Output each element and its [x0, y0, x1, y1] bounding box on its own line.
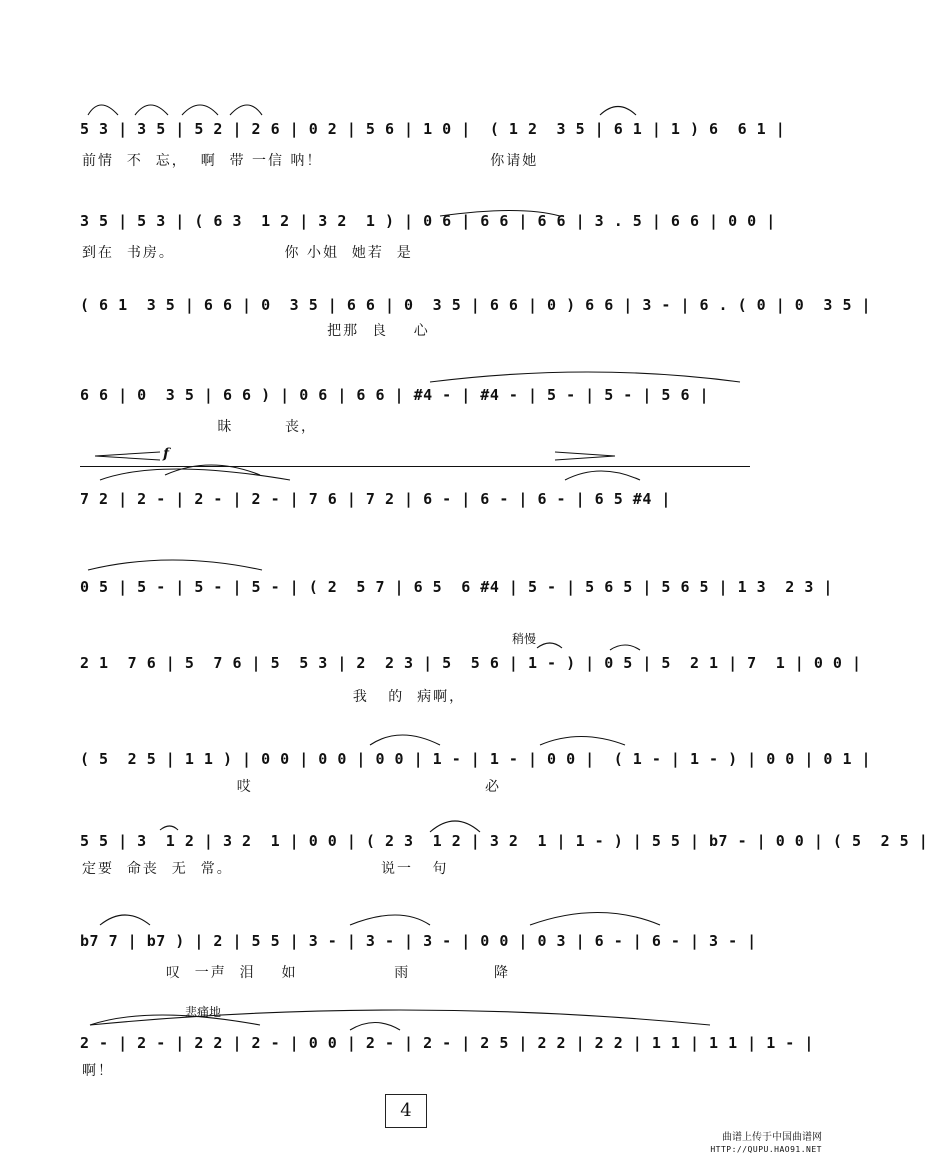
- watermark-url: HTTP://QUPU.HAO91.NET: [710, 1145, 822, 1154]
- lyric-row-8: 哎 必: [82, 779, 502, 795]
- expression-marking-mournfully: 悲痛地: [185, 1005, 222, 1019]
- lyric-row-3: 把那 良 心: [82, 323, 430, 339]
- notation-row-10: b7 7 | b7 ) | 2 | 5 5 | 3 - | 3 - | 3 - | 0 0 | 0 3 | 6 - | 6 - | 3 - |: [80, 932, 757, 950]
- forte-marking: f: [163, 446, 170, 462]
- lyric-row-7: 我 的 病啊，: [82, 689, 466, 705]
- system-divider-line: [80, 466, 750, 467]
- site-watermark: [710, 1132, 822, 1156]
- watermark-text: 曲谱上传于中国曲谱网: [722, 1132, 822, 1143]
- page-number: 4: [385, 1094, 427, 1128]
- lyric-row-2: 到在 书房。 你 小姐 她若 是: [82, 245, 413, 261]
- notation-row-1: 5 3 | 3 5 | 5 2 | 2 6 | 0 2 | 5 6 | 1 0 | ( 1 2 3 5 | 6 1 | 1 ) 6 6 1 |: [80, 120, 786, 138]
- lyric-row-11: 啊！: [82, 1063, 114, 1079]
- notation-row-11: 2 - | 2 - | 2 2 | 2 - | 0 0 | 2 - | 2 - | 2 5 | 2 2 | 2 2 | 1 1 | 1 1 | 1 - |: [80, 1034, 814, 1052]
- lyric-row-9: 定要 命丧 无 常。 说一 句: [82, 861, 449, 877]
- notation-row-4: 6 6 | 0 3 5 | 6 6 ) | 0 6 | 6 6 | #4 - | #4 - | 5 - | 5 - | 5 6 |: [80, 386, 710, 404]
- notation-row-7: 2 1 7 6 | 5 7 6 | 5 5 3 | 2 2 3 | 5 5 6 | 1 - ) | 0 5 | 5 2 1 | 7 1 | 0 0 |: [80, 654, 862, 672]
- notation-row-3: ( 6 1 3 5 | 6 6 | 0 3 5 | 6 6 | 0 3 5 | 6 6 | 0 ) 6 6 | 3 - | 6 . ( 0 | 0 3 5 |: [80, 296, 872, 314]
- notation-row-2: 3 5 | 5 3 | ( 6 3 1 2 | 3 2 1 ) | 0 6 | 6 6 | 6 6 | 3 . 5 | 6 6 | 0 0 |: [80, 212, 776, 230]
- lyric-row-1: 前情 不 忘， 啊 带 一信 呐！ 你请她: [82, 153, 539, 169]
- notation-row-8: ( 5 2 5 | 1 1 ) | 0 0 | 0 0 | 0 0 | 1 - | 1 - | 0 0 | ( 1 - | 1 - ) | 0 0 | 0 1 |: [80, 750, 872, 768]
- tempo-marking-slower: 稍慢: [512, 632, 537, 646]
- lyric-row-10: 叹 一声 泪 如 雨 降: [82, 965, 511, 981]
- lyric-row-4: 昧 丧，: [82, 419, 318, 435]
- notation-row-5: 7 2 | 2 - | 2 - | 2 - | 7 6 | 7 2 | 6 - | 6 - | 6 - | 6 5 #4 |: [80, 490, 671, 508]
- notation-row-9: 5 5 | 3 1 2 | 3 2 1 | 0 0 | ( 2 3 1 2 | 3 2 1 | 1 - ) | 5 5 | b7 - | 0 0 | ( 5 2 5 |: [80, 832, 928, 850]
- notation-row-6: 0 5 | 5 - | 5 - | 5 - | ( 2 5 7 | 6 5 6 #4 | 5 - | 5 6 5 | 5 6 5 | 1 3 2 3 |: [80, 578, 833, 596]
